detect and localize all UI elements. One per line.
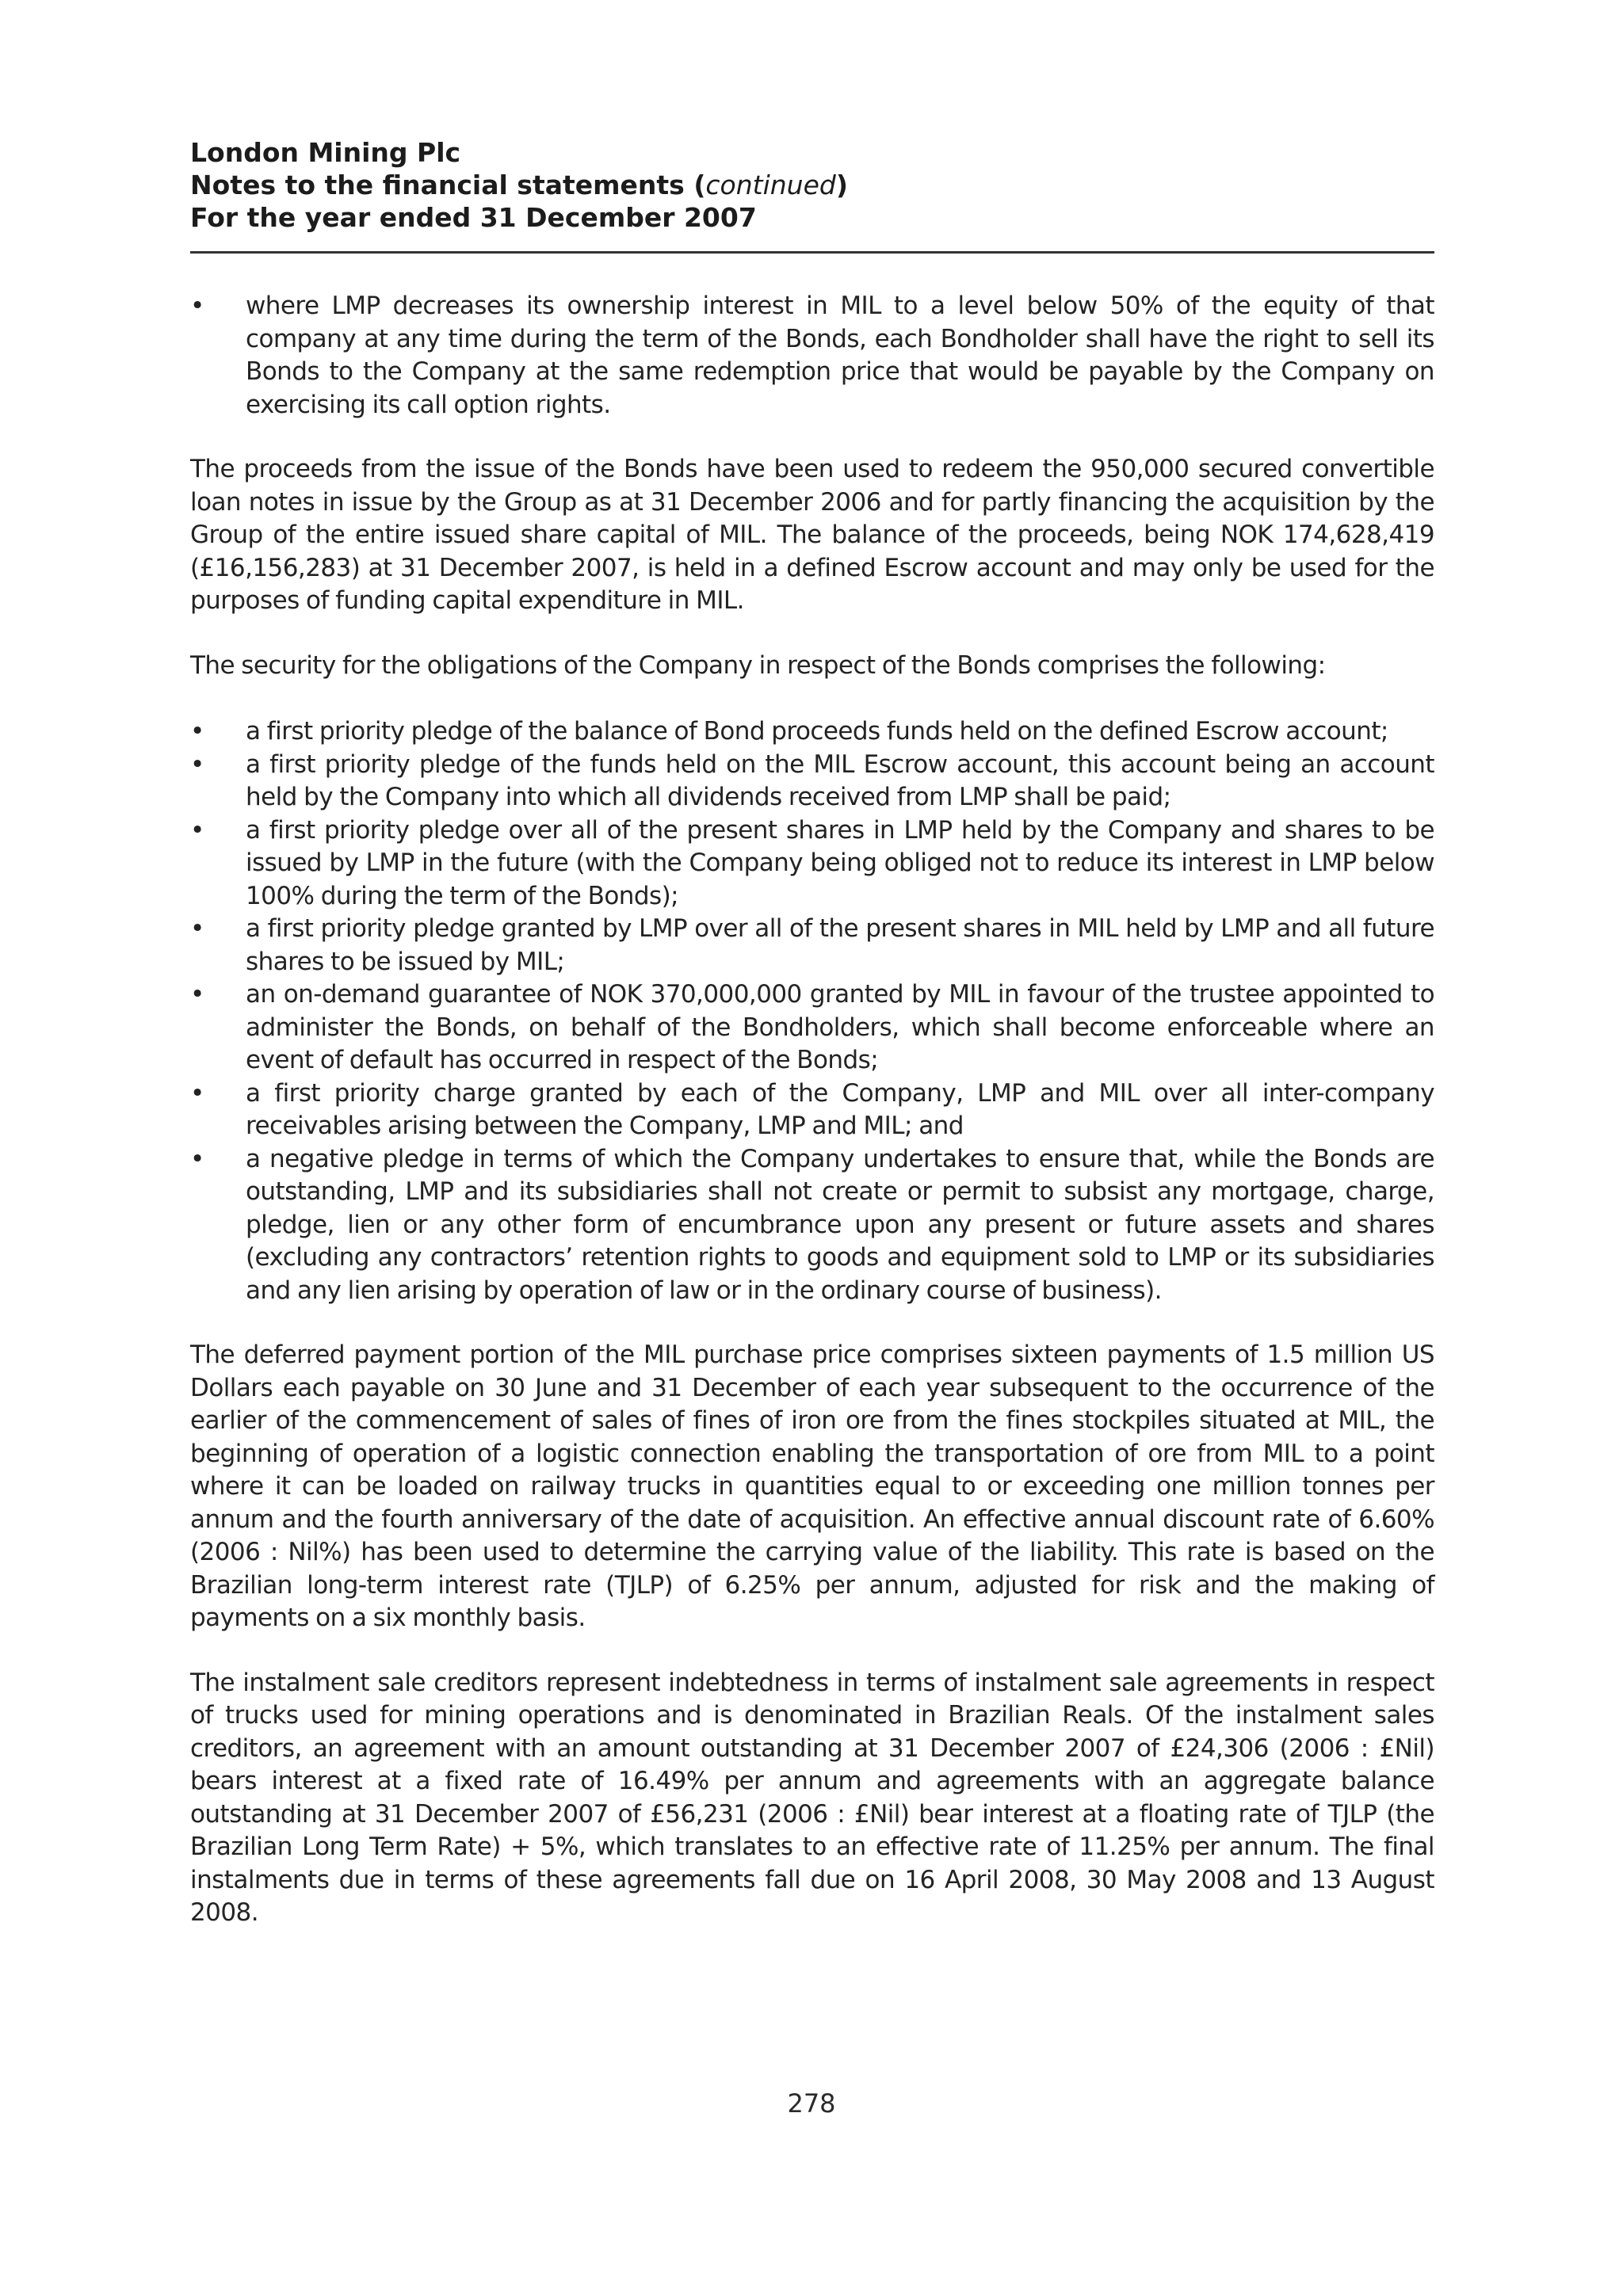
- list-item: [190, 749, 1434, 814]
- list-item-text: an on-demand guarantee of NOK 370,000,000 granted by MIL in favour of the trustee appointed to administer the Bonds, on behalf of the Bondholders, which shall become enforceable where an event of default has occurred in respect of the Bonds;: [246, 980, 1434, 1074]
- list-item-text: a first priority pledge of the balance of Bond proceeds funds held on the defined Escrow account;: [246, 717, 1388, 746]
- ownership-bullet-list: [190, 290, 1434, 421]
- bullet-icon: •: [190, 914, 204, 943]
- list-item-text: a negative pledge in terms of which the Company undertakes to ensure that, while the Bonds are outstanding, LMP and its subsidiaries shall not create or permit to subsist any mortgage, charge, pledge, lien or any other form of encumbrance upon any present or future assets and shares (excluding any contractors’ retention rights to goods and equipment sold to LMP or its subsidiaries and any lien arising by operation of law or in the ordinary course of business).: [246, 1144, 1434, 1305]
- period-title: For the year ended 31 December 2007: [190, 202, 757, 233]
- bullet-icon: •: [190, 815, 204, 845]
- deferred-payment-paragraph: The deferred payment portion of the MIL purchase price comprises sixteen payments of 1.5 million US Dollars each payable on 30 June and 31 December of each year subsequent to the occurrence of the earlier of the commencement of sales of fines of iron ore from the fines stockpiles situated at MIL, the beginning of operation of a logistic connection enabling the transportation of ore from MIL to a point where it can be loaded on railway trucks in quantities equal to or exceeding one million tonnes per annum and the fourth anniversary of the date of acquisition. An effective annual discount rate of 6.60% (2006 : Nil%) has been used to determine the carrying value of the liability. This rate is based on the Brazilian long-term interest rate (TJLP) of 6.25% per annum, adjusted for risk and the making of payments on a six monthly basis.: [190, 1341, 1434, 1632]
- list-item-text: a first priority pledge over all of the present shares in LMP held by the Company and shares to be issued by LMP in the future (with the Company being obliged not to reduce its interest in LMP below 100% during the term of the Bonds);: [246, 815, 1434, 910]
- document-body: [190, 290, 1434, 1930]
- header-divider: [190, 251, 1434, 254]
- list-item: [190, 913, 1434, 978]
- list-item: [190, 978, 1434, 1077]
- list-item: [190, 1077, 1434, 1143]
- list-item: [190, 290, 1434, 421]
- list-item-text: where LMP decreases its ownership interest in MIL to a level below 50% of the equity of that company at any time during the term of the Bonds, each Bondholder shall have the right to sell its Bonds to the Company at the same redemption price that would be payable by the Company on exercising its call option rights.: [246, 292, 1434, 419]
- list-item: [190, 715, 1434, 749]
- list-item: [190, 1143, 1434, 1308]
- notes-title: [190, 169, 1434, 201]
- notes-title-text: Notes to the financial statements (: [190, 170, 706, 200]
- company-name: London Mining Plc: [190, 137, 461, 168]
- page-number: 278: [787, 2088, 836, 2119]
- bullet-icon: •: [190, 749, 204, 779]
- list-item-text: a first priority charge granted by each of the Company, LMP and MIL over all inter-company receivables arising between the Company, LMP and MIL; and: [246, 1078, 1434, 1140]
- bullet-icon: •: [190, 292, 204, 320]
- proceeds-paragraph: The proceeds from the issue of the Bonds have been used to redeem the 950,000 secured convertible loan notes in issue by the Group as at 31 December 2006 and for partly financing the acquisition by the Group of the entire issued share capital of MIL. The balance of the proceeds, being NOK 174,628,419 (£16,156,283) at 31 December 2007, is held in a defined Escrow account and may only be used for the purposes of funding capital expenditure in MIL.: [190, 455, 1434, 615]
- bullet-icon: •: [190, 980, 204, 1009]
- document-page: [190, 136, 1434, 1930]
- notes-title-close: ): [835, 170, 848, 200]
- notes-title-continued: continued: [705, 170, 836, 200]
- security-bullet-list: [190, 715, 1434, 1307]
- security-intro-paragraph: The security for the obligations of the Company in respect of the Bonds comprises the following:: [190, 650, 1326, 680]
- bullet-icon: •: [190, 1078, 204, 1108]
- page-header: [190, 136, 1434, 234]
- instalment-paragraph: The instalment sale creditors represent indebtedness in terms of instalment sale agreements in respect of trucks used for mining operations and is denominated in Brazilian Reals. Of the instalment sales creditors, an agreement with an amount outstanding at 31 December 2007 of £24,306 (2006 : £Nil) bears interest at a fixed rate of 16.49% per annum and agreements with an aggregate balance outstanding at 31 December 2007 of £56,231 (2006 : £Nil) bear interest at a floating rate of TJLP (the Brazilian Long Term Rate) + 5%, which translates to an effective rate of 11.25% per annum. The final instalments due in terms of these agreements fall due on 16 April 2008, 30 May 2008 and 13 August 2008.: [190, 1668, 1434, 1927]
- list-item-text: a first priority pledge of the funds held on the MIL Escrow account, this account being an account held by the Company into which all dividends received from LMP shall be paid;: [246, 749, 1434, 811]
- bullet-icon: •: [190, 1144, 204, 1173]
- list-item: [190, 814, 1434, 913]
- bullet-icon: •: [190, 717, 204, 746]
- list-item-text: a first priority pledge granted by LMP over all of the present shares in MIL held by LMP and all future shares to be issued by MIL;: [246, 914, 1434, 976]
